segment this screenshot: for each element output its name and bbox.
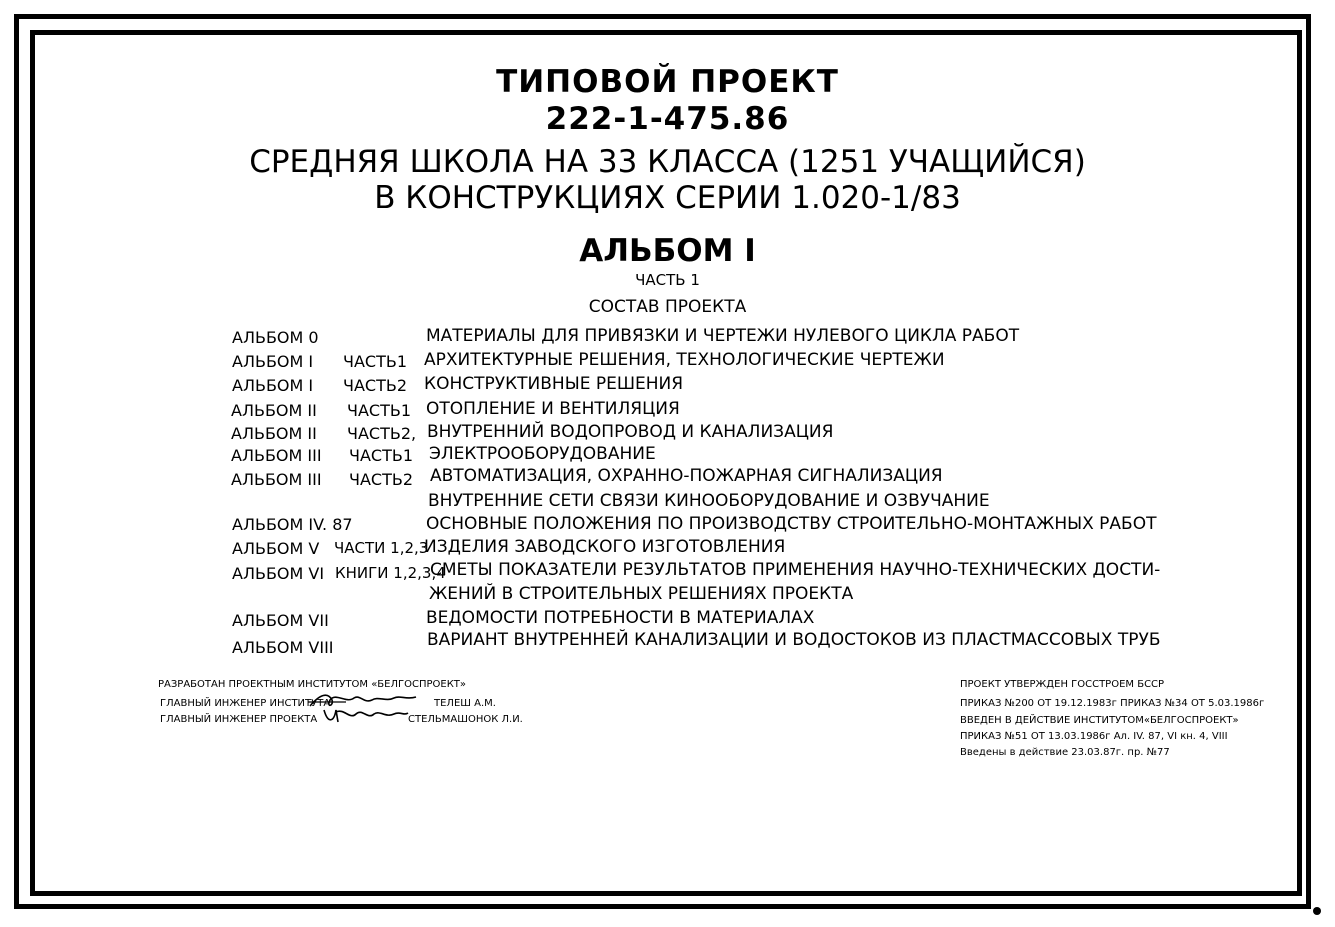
album-part: ЧАСТЬ1 — [347, 401, 412, 420]
album-label: АЛЬБОМ 0 — [232, 328, 319, 347]
album-desc: СМЕТЫ ПОКАЗАТЕЛИ РЕЗУЛЬТАТОВ ПРИМЕНЕНИЯ НАУЧНО-ТЕХНИЧЕСКИХ ДОСТИ- — [430, 560, 1161, 580]
chief-project-label: ГЛАВНЫЙ ИНЖЕНЕР ПРОЕКТА — [160, 714, 318, 725]
album-label: АЛЬБОМ I — [232, 352, 314, 371]
album-part: ЧАСТЬ1 — [349, 446, 414, 465]
album-desc: АВТОМАТИЗАЦИЯ, ОХРАННО-ПОЖАРНАЯ СИГНАЛИЗАЦИЯ — [430, 466, 943, 486]
enactment-order: ПРИКАЗ №51 ОТ 13.03.1986г Ал. IV. 87, VI кн. 4, VIII — [960, 731, 1228, 742]
album-label: АЛЬБОМ II — [231, 401, 317, 420]
album-label: АЛЬБОМ V — [232, 539, 320, 558]
project-title: СРЕДНЯЯ ШКОЛА НА 33 КЛАССА (1251 УЧАЩИЙСЯ) — [249, 144, 1086, 180]
album-label: АЛЬБОМ IV. 87 — [232, 515, 353, 534]
album-desc: ЭЛЕКТРООБОРУДОВАНИЕ — [429, 444, 656, 464]
album-desc: ВНУТРЕННИЙ ВОДОПРОВОД И КАНАЛИЗАЦИЯ — [427, 422, 834, 442]
chief-institute-name: ТЕЛЕШ А.М. — [434, 698, 496, 709]
album-part: ЧАСТИ 1,2,3 — [334, 539, 429, 557]
album-desc: ВЕДОМОСТИ ПОТРЕБНОСТИ В МАТЕРИАЛАХ — [426, 608, 815, 628]
album-label: АЛЬБОМ II — [231, 424, 317, 443]
album-part: ЧАСТЬ1 — [343, 352, 408, 371]
album-label: АЛЬБОМ VII — [232, 611, 329, 630]
album-label: АЛЬБОМ I — [232, 376, 314, 395]
album-part: ЧАСТЬ 1 — [635, 271, 700, 289]
album-desc: МАТЕРИАЛЫ ДЛЯ ПРИВЯЗКИ И ЧЕРТЕЖИ НУЛЕВОГО ЦИКЛА РАБОТ — [426, 326, 1020, 346]
album-desc: ИЗДЕЛИЯ ЗАВОДСКОГО ИЗГОТОВЛЕНИЯ — [424, 537, 786, 557]
album-label: АЛЬБОМ III — [231, 470, 322, 489]
composition-heading: СОСТАВ ПРОЕКТА — [588, 297, 747, 317]
chief-project-name: СТЕЛЬМАШОНОК Л.И. — [408, 714, 523, 725]
chief-institute-label: ГЛАВНЫЙ ИНЖЕНЕР ИНСТИТУТА — [160, 698, 331, 709]
signature-stelmashonok — [320, 704, 410, 726]
album-part: ЧАСТЬ2, — [347, 424, 417, 443]
album-desc-continued: ВНУТРЕННИЕ СЕТИ СВЯЗИ КИНООБОРУДОВАНИЕ И ОЗВУЧАНИЕ — [428, 491, 990, 511]
album-desc-continued: ЖЕНИЙ В СТРОИТЕЛЬНЫХ РЕШЕНИЯХ ПРОЕКТА — [429, 584, 854, 604]
doc-type-title: ТИПОВОЙ ПРОЕКТ — [496, 64, 839, 100]
enacted-by: ВВЕДЕН В ДЕЙСТВИЕ ИНСТИТУТОМ«БЕЛГОСПРОЕКТ» — [960, 715, 1239, 726]
corner-dot — [1313, 907, 1321, 915]
approval-order: ПРИКАЗ №200 ОТ 19.12.1983г ПРИКАЗ №34 ОТ 5.03.1986г — [960, 698, 1265, 709]
album-desc: АРХИТЕКТУРНЫЕ РЕШЕНИЯ, ТЕХНОЛОГИЧЕСКИЕ ЧЕРТЕЖИ — [424, 350, 945, 370]
album-label: АЛЬБОМ VIII — [232, 638, 334, 657]
album-desc: ОТОПЛЕНИЕ И ВЕНТИЛЯЦИЯ — [426, 399, 680, 419]
album-label: АЛЬБОМ VI — [232, 564, 325, 583]
album-part: КНИГИ 1,2,3,4 — [335, 564, 446, 582]
enactment-note: Введены в действие 23.03.87г. пр. №77 — [960, 747, 1170, 758]
album-label: АЛЬБОМ III — [231, 446, 322, 465]
approval-line: ПРОЕКТ УТВЕРЖДЕН ГОССТРОЕМ БССР — [960, 679, 1165, 690]
album-title: АЛЬБОМ I — [579, 233, 756, 269]
developed-by: РАЗРАБОТАН ПРОЕКТНЫМ ИНСТИТУТОМ «БЕЛГОСПРОЕКТ» — [158, 679, 467, 690]
album-desc: КОНСТРУКТИВНЫЕ РЕШЕНИЯ — [424, 374, 684, 394]
album-part: ЧАСТЬ2 — [349, 470, 414, 489]
project-subtitle: В КОНСТРУКЦИЯХ СЕРИИ 1.020-1/83 — [374, 180, 961, 216]
album-desc: ОСНОВНЫЕ ПОЛОЖЕНИЯ ПО ПРОИЗВОДСТВУ СТРОИТЕЛЬНО-МОНТАЖНЫХ РАБОТ — [426, 514, 1157, 534]
album-desc: ВАРИАНТ ВНУТРЕННЕЙ КАНАЛИЗАЦИИ И ВОДОСТОКОВ ИЗ ПЛАСТМАССОВЫХ ТРУБ — [427, 630, 1161, 650]
project-number: 222-1-475.86 — [545, 101, 790, 137]
album-part: ЧАСТЬ2 — [343, 376, 408, 395]
